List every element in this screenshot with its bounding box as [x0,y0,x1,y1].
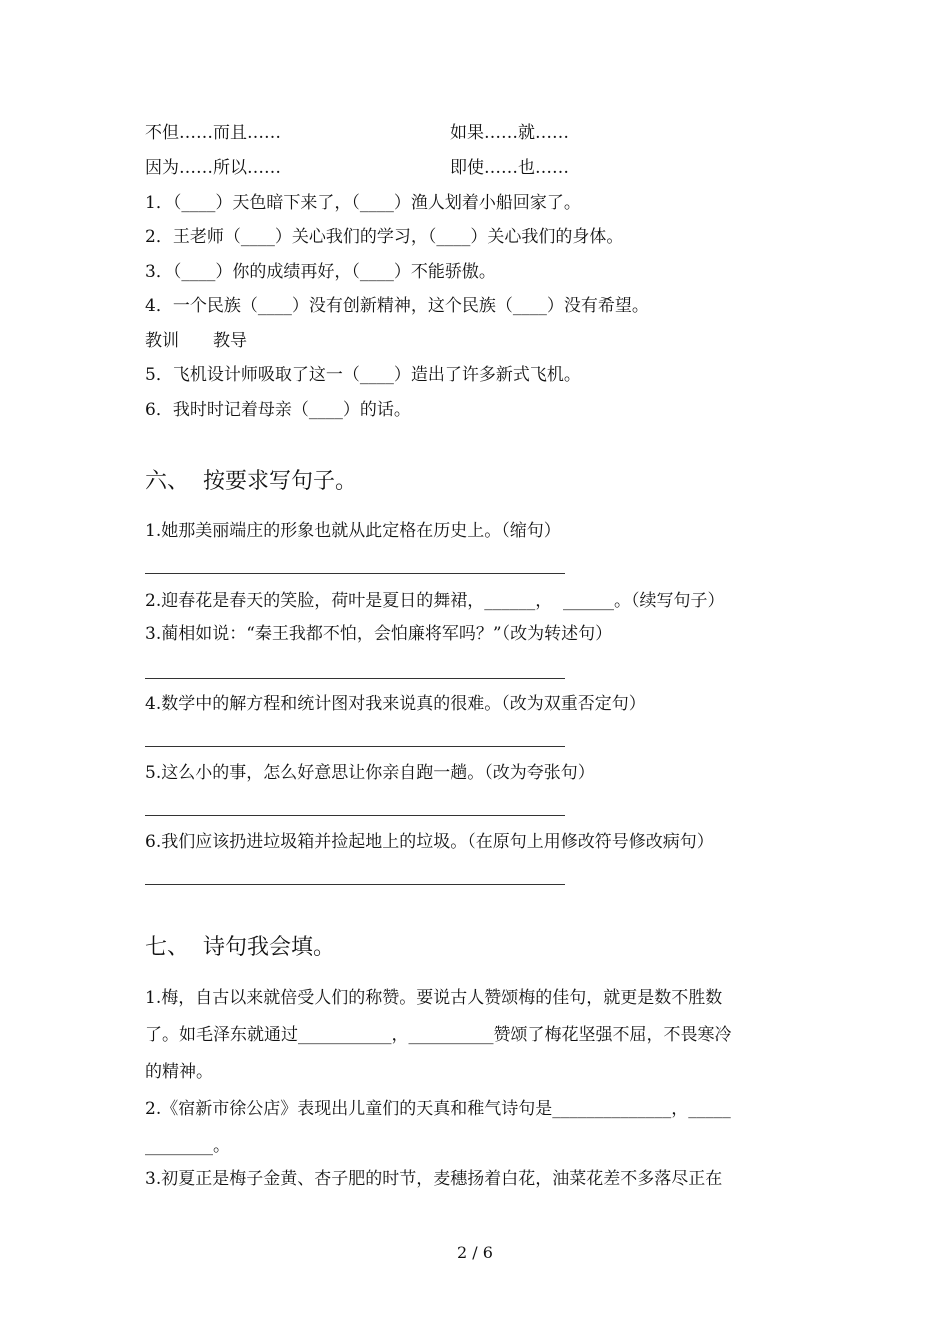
poem-question-line: 了。如毛泽东就通过___________，__________赞颂了梅花坚强不屈，不畏寒冷 [145,1025,732,1045]
question-item: 5.这么小的事，怎么好意思让你亲自跑一趟。（改为夸张句） [145,763,595,783]
conjunction-option: 因为……所以…… [145,158,281,178]
conjunction-option: 如果……就…… [450,123,569,143]
answer-line[interactable] [145,815,565,816]
poem-question-line: ________。 [145,1136,230,1156]
fill-blank-item: 3．（____）你的成绩再好，（____）不能骄傲。 [145,262,496,282]
conjunction-option: 即使……也…… [450,158,569,178]
word-choice-options: 教训 教导 [145,331,247,351]
section-heading: 六、 按要求写句子。 [145,469,357,494]
question-item: 2.迎春花是春天的笑脸，荷叶是夏日的舞裙，______， ______。（续写句子） [145,591,725,611]
question-item: 1.她那美丽端庄的形象也就从此定格在历史上。（缩句） [145,521,561,541]
fill-blank-item: 6．我时时记着母亲（____）的话。 [145,400,411,420]
fill-blank-item: 2．王老师（____）关心我们的学习，（____）关心我们的身体。 [145,227,624,247]
poem-question-line: 3.初夏正是梅子金黄、杏子肥的时节，麦穗扬着白花，油菜花差不多落尽正在 [145,1169,723,1189]
fill-blank-item: 1．（____）天色暗下来了，（____）渔人划着小船回家了。 [145,193,581,213]
fill-blank-item: 4．一个民族（____）没有创新精神，这个民族（____）没有希望。 [145,296,649,316]
poem-question-line: 的精神。 [145,1062,213,1082]
question-item: 6.我们应该扔进垃圾箱并捡起地上的垃圾。（在原句上用修改符号修改病句） [145,832,714,852]
answer-line[interactable] [145,678,565,679]
question-item: 3.蔺相如说：“秦王我都不怕，会怕廉将军吗？”（改为转述句） [145,624,613,644]
page-number: 2 / 6 [457,1243,493,1262]
fill-blank-item: 5．飞机设计师吸取了这一（____）造出了许多新式飞机。 [145,365,581,385]
question-item: 4.数学中的解方程和统计图对我来说真的很难。（改为双重否定句） [145,694,646,714]
answer-line[interactable] [145,573,565,574]
section-heading: 七、 诗句我会填。 [145,935,335,960]
answer-line[interactable] [145,884,565,885]
answer-line[interactable] [145,746,565,747]
poem-question-line: 1.梅，自古以来就倍受人们的称赞。要说古人赞颂梅的佳句，就更是数不胜数 [145,988,723,1008]
poem-question-line: 2.《宿新市徐公店》表现出儿童们的天真和稚气诗句是______________，_____ [145,1099,731,1119]
conjunction-option: 不但……而且…… [145,123,281,143]
